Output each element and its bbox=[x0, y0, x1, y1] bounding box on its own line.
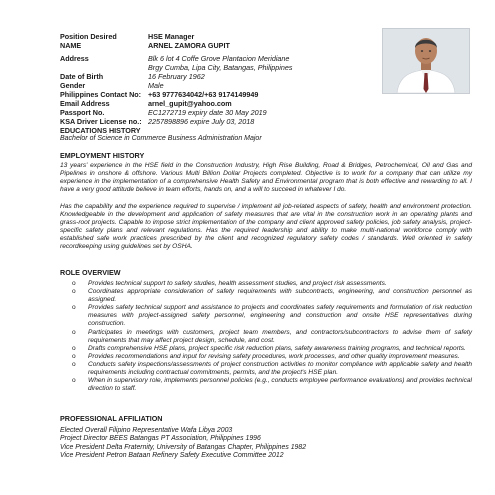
affiliation-item: Vice President Petron Bataan Refinery Safety Executive Committee 2012 bbox=[60, 451, 284, 459]
affiliation-item: Elected Overall Filipino Representative Wafa Libya 2003 bbox=[60, 427, 233, 434]
role-item-text: Conducts safety inspections/assessments of project construction activities to monitor compliance with applicable safety and health requirements including contractual commitments, permits, and the project's HSE plan. bbox=[88, 360, 472, 377]
name-label: NAME bbox=[60, 41, 82, 50]
role-list bbox=[60, 280, 472, 393]
affiliation-item: Vice President Delta Fraternity, University of Batangas Chapter, Philippines 1982 bbox=[60, 443, 307, 451]
passport-value: EC1272719 expiry date 30 May 2019 bbox=[148, 108, 267, 117]
list-item bbox=[60, 288, 472, 304]
role-item-text: Coordinates appropriate consideration of safety requirements with subcontracts, engineering, and construction personnel as assigned. bbox=[88, 288, 472, 304]
profile-photo bbox=[382, 28, 470, 94]
list-item bbox=[60, 329, 472, 345]
bullet-icon: o bbox=[72, 377, 76, 385]
bullet-icon: o bbox=[72, 288, 76, 296]
info-row-address bbox=[60, 54, 390, 63]
address-line-2: Brgy Cumba, Lipa City, Batangas, Philippines bbox=[148, 63, 293, 72]
role-item-text: Provides recommendations and input for revising safety procedures, work processes, and other quality improvement measures. bbox=[88, 352, 460, 360]
position-label: Position Desired bbox=[60, 32, 117, 41]
info-row-name bbox=[60, 41, 390, 50]
education-heading: EDUCATIONS HISTORY bbox=[60, 126, 141, 135]
affiliation-item: Project Director BEES Batangas PT Association, Philippines 1996 bbox=[60, 435, 261, 443]
list-item bbox=[60, 353, 472, 361]
education-text: Bachelor of Science in Commerce Business Administration Major bbox=[60, 135, 262, 142]
info-row-passport bbox=[60, 108, 390, 117]
info-row-address-2 bbox=[60, 63, 390, 72]
personal-info bbox=[60, 32, 390, 126]
list-item bbox=[60, 361, 472, 377]
contact-value: +63 9777634042/+63 9174149949 bbox=[148, 90, 259, 99]
license-label: KSA Driver License no.: bbox=[60, 117, 142, 126]
gender-label: Gender bbox=[60, 81, 86, 90]
bullet-icon: o bbox=[72, 280, 76, 287]
role-item-text: Provides safety technical support and assistance to projects and coordinates safety requirements and formulation of risk reduction measures with project-assigned safety personnel, engineering and construction and onsite HSE representatives during construction. bbox=[88, 304, 472, 328]
list-item bbox=[60, 280, 472, 288]
contact-label: Philippines Contact No: bbox=[60, 90, 142, 99]
person-portrait-icon bbox=[383, 29, 469, 93]
list-item bbox=[60, 345, 472, 353]
employment-paragraph-2: Has the capability and the experience required to supervise / implement all job-related aspects of safety, health and environment protection. Knowledgeable in the development and application of safety measures that are vital in the construction work in an operating plants and grass-root projects. Capable to impose strict implementation of the company and client approved safety policies, job safety analysis, project-specific safety plans and relevant regulations. Has the required leadership and ability to make multi-national workforce comply with established safe work practices prescribed by the client and recognized regulatory safety codes / standards. Well oriented in safety recordkeeping using guidelines set by OSHA. bbox=[60, 203, 472, 251]
role-item-text: When in supervisory role, implements personnel policies (e.g., conducts employee performance evaluations) and provides technical direction to staff. bbox=[88, 377, 472, 393]
employment-heading: EMPLOYMENT HISTORY bbox=[60, 151, 145, 160]
employment-paragraph-1: 13 years' experience in the HSE field in the Construction Industry, High Rise Building, Road & Bridges, Petrochemical, Oil and Gas and Pipelines in onshore & offshore. Various Multi Billion Dollar Projects completed. Objective is to work for a company that can utilize my experience in the implementation of a comprehensive Health Safety and Environmental program that is both effective and rewarding to all. I have a very good attitude believe in team efforts, hands on, and a will to succeed in whatever I do. bbox=[60, 162, 472, 194]
role-item-text: Participates in meetings with customers, project team members, and contractors/subcontractors to advise them of safety requirements that may affect project design, schedule, and cost. bbox=[88, 328, 472, 344]
bullet-icon: o bbox=[72, 304, 76, 312]
info-row-dob bbox=[60, 72, 390, 81]
name-value: ARNEL ZAMORA GUPIT bbox=[148, 41, 230, 50]
affiliation-heading: PROFESSIONAL AFFILIATION bbox=[60, 414, 163, 423]
affiliation-list bbox=[60, 427, 472, 460]
email-value[interactable]: arnel_gupit@yahoo.com bbox=[148, 99, 232, 108]
position-value: HSE Manager bbox=[148, 32, 195, 41]
role-item-text: Drafts comprehensive HSE plans, project specific risk reduction plans, safety awareness training programs, and technical reports. bbox=[88, 344, 466, 352]
bullet-icon: o bbox=[72, 352, 76, 360]
address-label: Address bbox=[60, 54, 89, 63]
dob-label: Date of Birth bbox=[60, 72, 104, 81]
bullet-icon: o bbox=[72, 344, 76, 352]
info-row-gender bbox=[60, 81, 390, 90]
address-line-1: Blk 6 lot 4 Coffe Grove Plantacion Meridiane bbox=[148, 54, 290, 63]
address-label-blank bbox=[60, 63, 148, 72]
license-value: 2257898896 expire July 03, 2018 bbox=[148, 117, 255, 126]
dob-value: 16 February 1962 bbox=[148, 72, 205, 81]
info-row-license bbox=[60, 117, 390, 126]
role-heading: ROLE OVERVIEW bbox=[60, 268, 121, 277]
bullet-icon: o bbox=[72, 328, 76, 336]
list-item bbox=[60, 377, 472, 393]
gender-value: Male bbox=[148, 81, 164, 90]
info-row-position bbox=[60, 32, 390, 41]
email-label: Email Address bbox=[60, 99, 110, 108]
passport-label: Passport No. bbox=[60, 108, 105, 117]
info-row-contact bbox=[60, 90, 390, 99]
list-item bbox=[60, 304, 472, 328]
info-row-email bbox=[60, 99, 390, 108]
bullet-icon: o bbox=[72, 360, 76, 368]
role-item-text: Provides technical support to safety studies, health assessment studies, and project risk assessments. bbox=[88, 280, 387, 287]
